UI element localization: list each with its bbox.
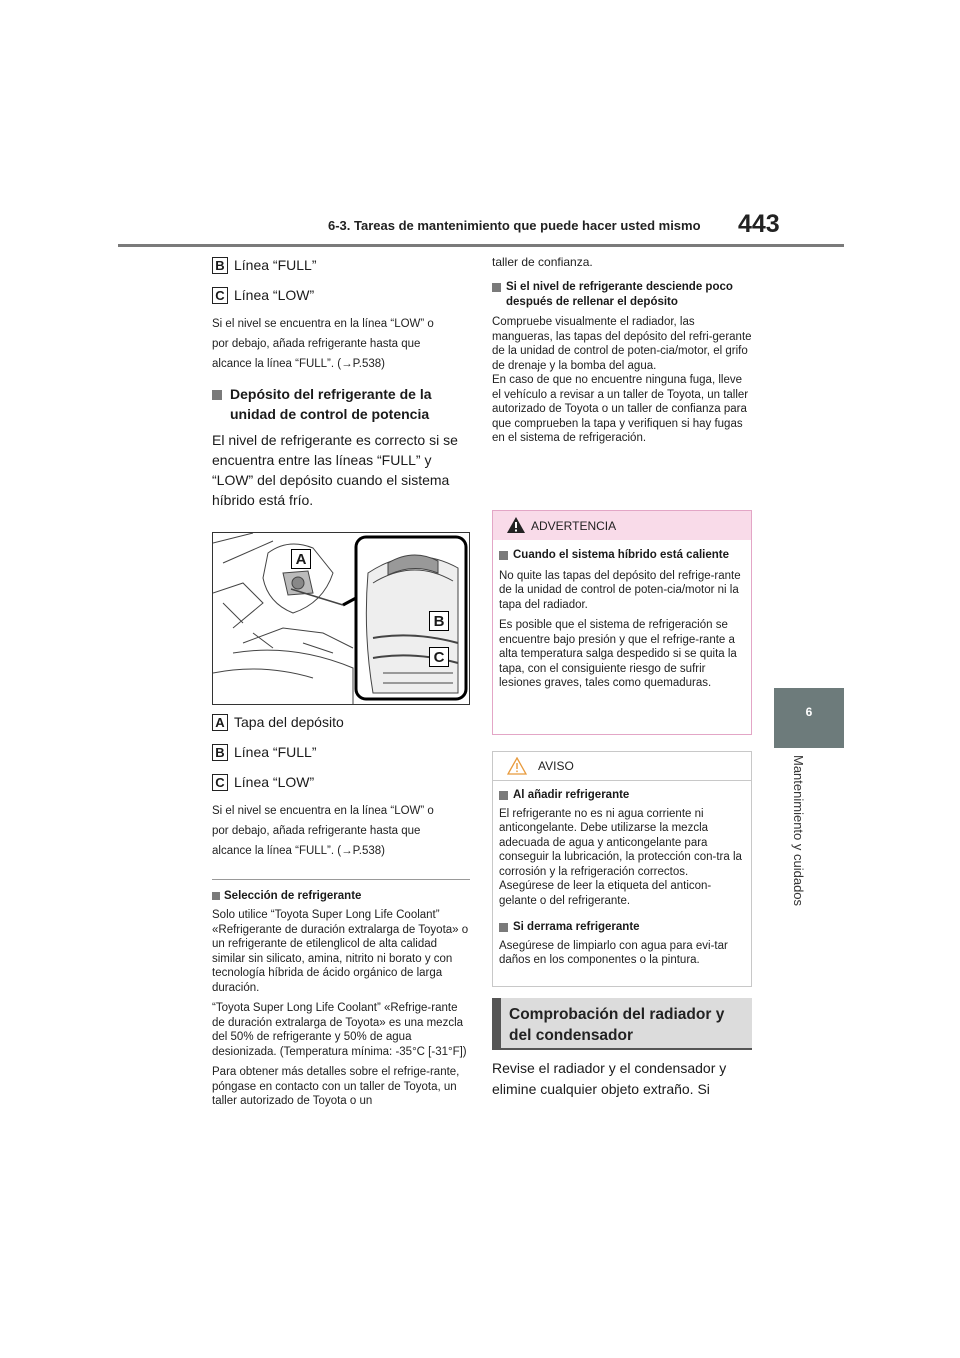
separator: [212, 879, 470, 880]
note-line: Si el nivel se encuentra en la línea “LOW” o: [212, 318, 434, 330]
body-line: El nivel de refrigerante es correcto si se: [212, 432, 458, 448]
callout-c: [429, 647, 449, 667]
notice-text-2: Asegúrese de limpiarlo con agua para evi-tar daños en los componentes o la pintura.: [499, 939, 728, 966]
note-line: por debajo, añada refrigerante hasta que: [212, 825, 421, 837]
section-title: 6-3. Tareas de mantenimiento que puede hacer usted mismo: [328, 218, 701, 233]
chapter-label: Mantenimiento y cuidados: [791, 755, 806, 907]
drop-text: Compruebe visualmente el radiador, las mangueras, las tapas del depósito del refri-gerante de la unidad de control de poten-cia/motor, el grifo de drenaje y la bomba del agua.: [492, 316, 752, 372]
caution-triangle-icon: [507, 757, 527, 775]
callout-letter: B: [433, 612, 445, 630]
label-letter: C: [212, 287, 228, 304]
left-column: [212, 254, 470, 1109]
note-line: Si el nivel se encuentra en la línea “LOW” o: [212, 805, 434, 817]
notice-heading-2: Si derrama refrigerante: [499, 920, 745, 935]
notice-heading-1: Al añadir refrigerante: [499, 788, 745, 803]
section-heading: [492, 998, 752, 1050]
chapter-tab: [774, 688, 844, 748]
label-text: Tapa del depósito: [234, 714, 344, 730]
top-note: [212, 314, 470, 374]
body-line: encuentra entre las líneas “FULL” y: [212, 452, 432, 468]
notice-content: [493, 781, 751, 968]
reservoir-body: [212, 430, 470, 510]
body-line: híbrido está frío.: [212, 492, 314, 508]
warning-content: [493, 540, 751, 691]
continuation-text: taller de confianza.: [492, 255, 593, 269]
warning-title: ADVERTENCIA: [531, 518, 617, 533]
note-line: alcance la línea “FULL”. (→P.538): [212, 358, 386, 370]
drop-text-2: En caso de que no encuentre ninguna fuga, lleve el vehículo a revisar a un taller de Toyota, un taller autorizado de Toyota o un taller de confianza para que comprueben la tapa y verifiquen si hay fugas en el sistema de refrigeración.: [492, 374, 749, 444]
section-body-line: Revise el radiador y el condensador y: [492, 1060, 727, 1076]
label-letter: A: [212, 714, 228, 731]
label-letter: C: [212, 774, 228, 791]
chapter-label-wrap: [788, 755, 808, 935]
warning-triangle-icon: [506, 516, 526, 534]
section-title-line: del condensador: [509, 1027, 634, 1044]
callout-b: [429, 611, 449, 631]
section-body-line: elimine cualquier objeto extraño. Si: [492, 1081, 710, 1097]
label-text: Línea “LOW”: [234, 774, 315, 790]
coolant-heading: Selección de refrigerante: [212, 888, 470, 904]
label-row-a: [212, 711, 470, 733]
notice-header: [493, 752, 751, 781]
notice-text-1: El refrigerante no es ni agua corriente ni anticongelante. Debe utilizarse la mezcla adecuada de agua y anticongelante para conseguir la lubricación, la protección con-tra la corrosión y la refrigeración correctos. Asegúrese de leer la etiqueta del anticon-gelante o del refrigerante.: [499, 807, 742, 907]
coolant-paragraph: Solo utilice “Toyota Super Long Life Coolant” «Refrigerante de duración extralarga de Toyota» o un refrigerante de etilenglicol de alta calidad similar sin silicato, amina, nitrito ni borato y con tecnología híbrida de ácido orgánico de larga duración.: [212, 909, 469, 994]
callout-a: [291, 549, 311, 569]
note-line: por debajo, añada refrigerante hasta que: [212, 338, 421, 350]
right-column: [492, 254, 752, 446]
reservoir-heading: [212, 384, 470, 424]
drop-heading: Si el nivel de refrigerante desciende poco después de rellenar el depósito: [492, 280, 752, 309]
label-text: Línea “FULL”: [234, 257, 317, 273]
label-row-c: [212, 284, 470, 306]
reservoir-illustration: [212, 532, 470, 705]
coolant-paragraph: Para obtener más detalles sobre el refrige-rante, póngase en contacto con un taller de Toyota, un taller autorizado de Toyota o un: [212, 1066, 460, 1107]
label-row-b: [212, 254, 470, 276]
label-letter: B: [212, 257, 228, 274]
warning-paragraph: No quite las tapas del depósito del refrige-rante de la unidad de control de poten-cia/motor ni la tapa del radiador.: [499, 569, 741, 611]
chapter-number: 6: [805, 705, 813, 719]
label-letter: B: [212, 744, 228, 761]
warning-box: [492, 510, 752, 735]
callout-letter: A: [295, 550, 307, 568]
figure-note: [212, 801, 470, 861]
header-rule: [118, 244, 844, 247]
section-title-line: Comprobación del radiador y: [509, 1006, 725, 1023]
warning-paragraph: Es posible que el sistema de refrigeración se encuentre bajo presión y que el refrige-rante a alta temperatura salga despedido si se quita la tapa, con el consiguiente riesgo de sufrir lesiones graves, tales como quemaduras.: [499, 619, 737, 689]
heading-line: Depósito del refrigerante de la: [230, 386, 432, 402]
section-body: [492, 1058, 754, 1100]
warning-header: [493, 511, 751, 540]
label-text: Línea “LOW”: [234, 287, 315, 303]
page-number: 443: [738, 210, 780, 238]
callout-letter: C: [433, 648, 445, 666]
label-row-b2: [212, 741, 470, 763]
note-line: alcance la línea “FULL”. (→P.538): [212, 845, 386, 857]
coolant-paragraph: “Toyota Super Long Life Coolant” «Refrige-rante de duración extralarga de Toyota» es una mezcla del 50% de refrigerante y 50% de agua desionizada. (Temperatura mínima: -35°C [-31°F]): [212, 1002, 467, 1058]
body-line: “LOW” del depósito cuando el sistema: [212, 472, 450, 488]
heading-line: unidad de control de potencia: [230, 406, 430, 422]
label-text: Línea “FULL”: [234, 744, 317, 760]
label-row-c2: [212, 771, 470, 793]
warning-heading: Cuando el sistema híbrido está caliente: [499, 548, 745, 563]
notice-box: [492, 751, 752, 987]
figure-labels: [212, 711, 470, 793]
notice-title: AVISO: [538, 759, 574, 773]
